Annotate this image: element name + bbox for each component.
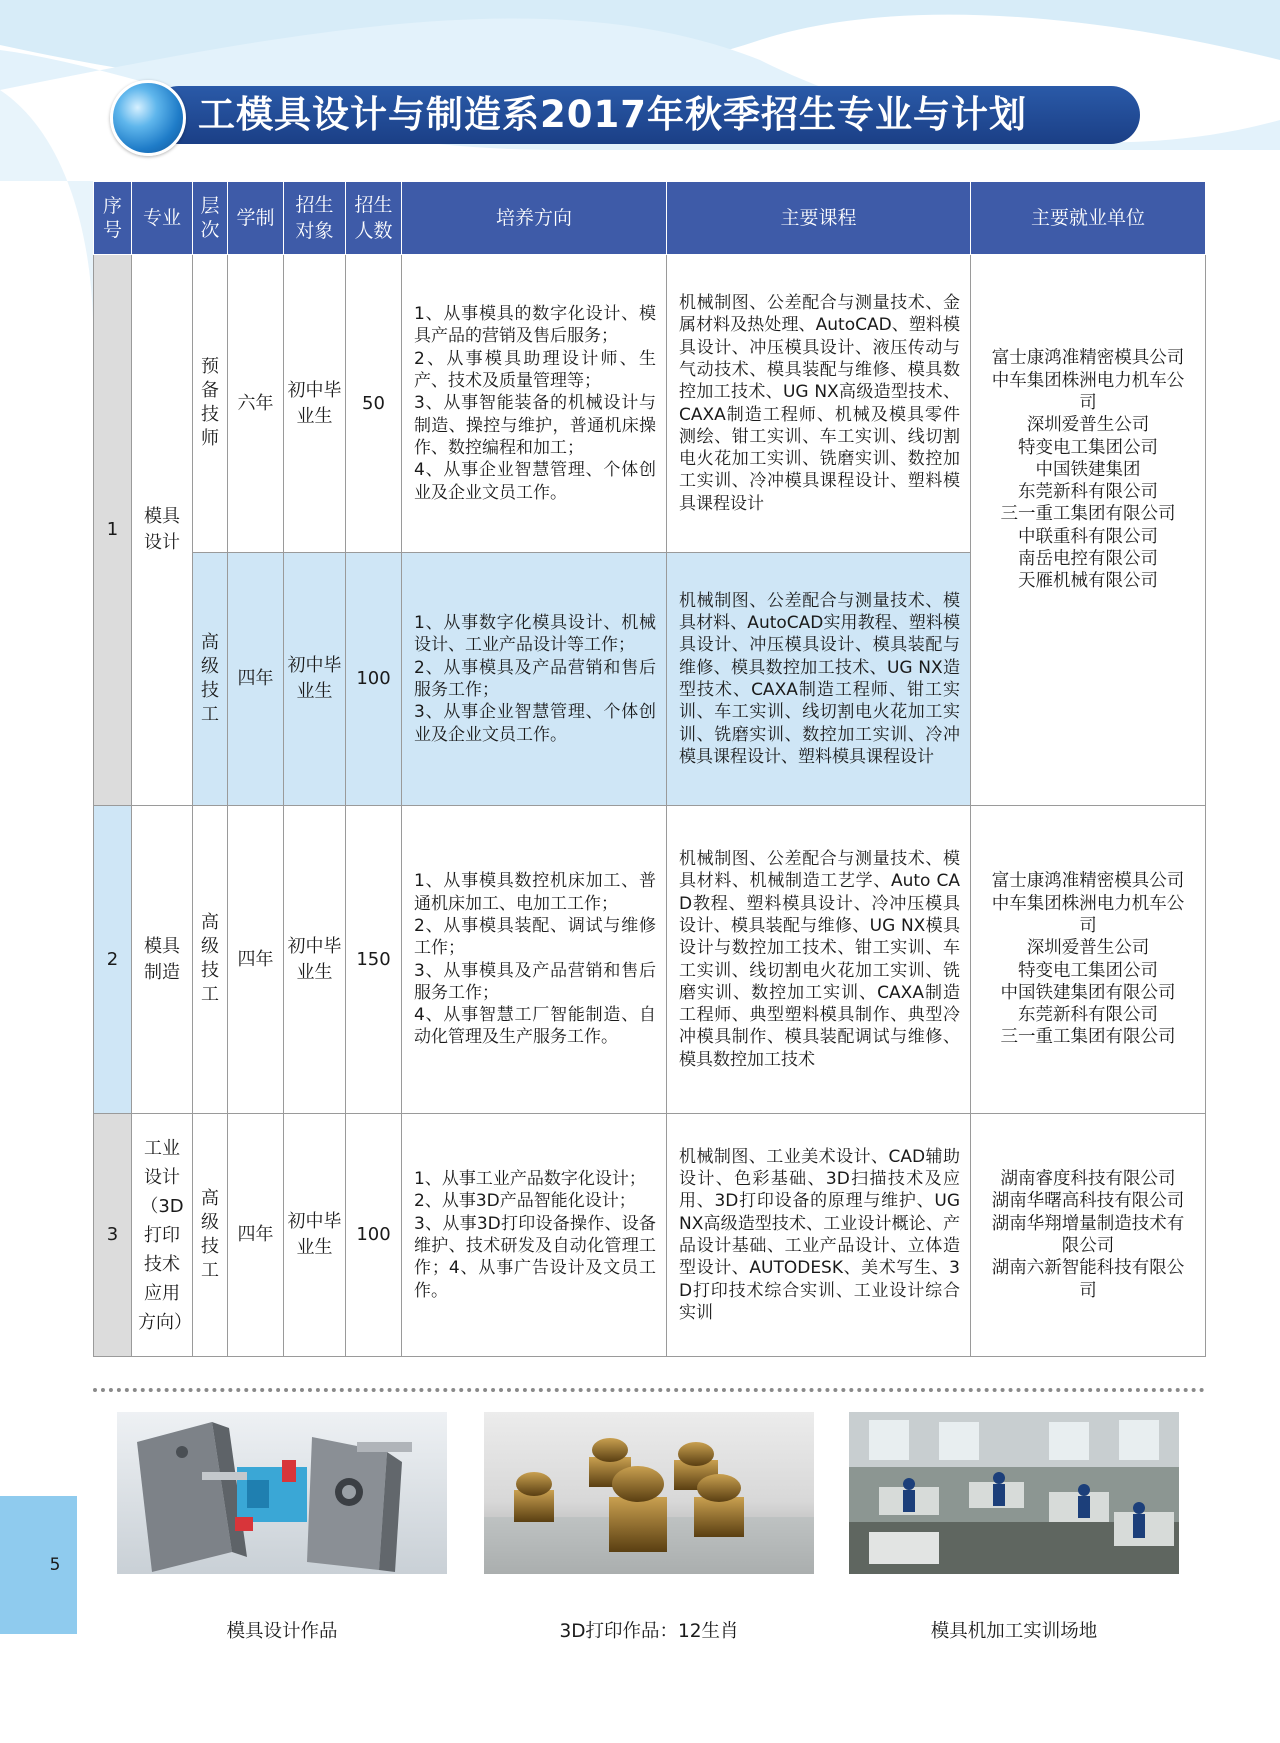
table-row [94, 806, 1206, 1114]
row-years-cell: 四年 [228, 806, 284, 1114]
row-count-cell: 50 [346, 255, 402, 553]
row-major-cell: 模具设计 [132, 255, 193, 806]
row-level-cell: 预备技师 [193, 255, 228, 553]
row-count-cell: 100 [346, 1114, 402, 1357]
row-courses-cell: 机械制图、公差配合与测量技术、模具材料、AutoCAD实用教程、塑料模具设计、冲压模具设计、模具装配与维修、模具数控加工技术、UG NX造型技术、CAXA制造工程师、钳工实训、车工实训、线切割电火花加工实训、铣磨实训、数控加工实训、冷冲模具课程设计、塑料模具课程设计 [667, 553, 971, 806]
mold-design-photo [117, 1412, 447, 1574]
page-number: 5 [49, 1555, 61, 1575]
row-employers-cell: 富士康鸿准精密模具公司 中车集团株洲电力机车公司 深圳爱普生公司 特变电工集团公司 中国铁建集团 东莞新科有限公司 三一重工集团有限公司 中联重科有限公司 南岳电控有限公司 天雁机械有限公司 [971, 255, 1206, 806]
row-major-cell: 工业设计（3D打印技术应用方向） [132, 1114, 193, 1357]
header-cell-count: 招生人数 [346, 182, 402, 255]
row-direction-cell: 1、从事工业产品数字化设计； 2、从事3D产品智能化设计； 3、从事3D打印设备操作、设备维护、技术研发及自动化管理工作；4、从事广告设计及文员工作。 [402, 1114, 667, 1357]
header-cell-years: 学制 [228, 182, 284, 255]
zodiac-3d-print-photo [484, 1412, 814, 1574]
row-direction-cell: 1、从事数字化模具设计、机械设计、工业产品设计等工作； 2、从事模具及产品营销和售后服务工作； 3、从事企业智慧管理、个体创业及企业文员工作。 [402, 553, 667, 806]
row-employers-cell: 富士康鸿准精密模具公司 中车集团株洲电力机车公司 深圳爱普生公司 特变电工集团公司 中国铁建集团有限公司 东莞新科有限公司 三一重工集团有限公司 [971, 806, 1206, 1114]
row-count-cell: 150 [346, 806, 402, 1114]
enrollment-plan-table [93, 181, 1206, 1357]
title-banner [110, 86, 1140, 144]
row-employers-cell: 湖南睿度科技有限公司 湖南华曙高科技有限公司 湖南华翔增量制造技术有限公司 湖南六新智能科技有限公司 [971, 1114, 1206, 1357]
header-cell-employers: 主要就业单位 [971, 182, 1206, 255]
header-cell-courses: 主要课程 [667, 182, 971, 255]
row-target-cell: 初中毕业生 [284, 553, 346, 806]
row-courses-cell: 机械制图、公差配合与测量技术、模具材料、机械制造工艺学、Auto CAD教程、塑料模具设计、冷冲压模具设计、模具装配与维修、UG NX模具设计与数控加工技术、钳工实训、车工实训、线切割电火花加工实训、铣磨实训、数控加工实训、CAXA制造工程师、典型塑料模具制作、典型冷冲模具制作、模具装配调试与维修、模具数控加工技术 [667, 806, 971, 1114]
header-cell-target: 招生对象 [284, 182, 346, 255]
row-target-cell: 初中毕业生 [284, 1114, 346, 1357]
row-years-cell: 四年 [228, 1114, 284, 1357]
photo-caption: 模具设计作品 [226, 1621, 338, 1642]
row-no-cell: 2 [94, 806, 132, 1114]
row-target-cell: 初中毕业生 [284, 255, 346, 553]
header-cell-major: 专业 [132, 182, 193, 255]
row-major-cell: 模具制造 [132, 806, 193, 1114]
header-cell-direction: 培养方向 [402, 182, 667, 255]
row-years-cell: 六年 [228, 255, 284, 553]
header-cell-no: 序号 [94, 182, 132, 255]
row-count-cell: 100 [346, 553, 402, 806]
row-years-cell: 四年 [228, 553, 284, 806]
table-row [94, 255, 1206, 553]
row-level-cell: 高级技工 [193, 553, 228, 806]
row-no-cell: 1 [94, 255, 132, 806]
row-direction-cell: 1、从事模具的数字化设计、模具产品的营销及售后服务； 2、从事模具助理设计师、生产、技术及质量管理等； 3、从事智能装备的机械设计与制造、操控与维护，普通机床操作、数控编程和加工； 4、从事企业智慧管理、个体创业及企业文员工作。 [402, 255, 667, 553]
header-cell-level: 层次 [193, 182, 228, 255]
photo-caption: 3D打印作品：12生肖 [559, 1621, 739, 1642]
row-courses-cell: 机械制图、工业美术设计、CAD辅助设计、色彩基础、3D扫描技术及应用、3D打印设备的原理与维护、UG NX高级造型技术、工业设计概论、产品设计基础、工业产品设计、立体造型设计、AUTODESK、美术写生、3D打印技术综合实训、工业设计综合实训 [667, 1114, 971, 1357]
machining-workshop-photo [849, 1412, 1179, 1574]
table-header-row [94, 182, 1206, 255]
row-courses-cell: 机械制图、公差配合与测量技术、金属材料及热处理、AutoCAD、塑料模具设计、冲压模具设计、液压传动与气动技术、模具装配与维修、模具数控加工技术、UG NX高级造型技术、CAXA制造工程师、机械及模具零件测绘、钳工实训、车工实训、线切割电火花加工实训、铣磨实训、数控加工实训、冷冲模具课程设计、塑料模具课程设计 [667, 255, 971, 553]
globe-orb-icon [110, 80, 186, 156]
row-level-cell: 高级技工 [193, 1114, 228, 1357]
row-level-cell: 高级技工 [193, 806, 228, 1114]
dotted-divider [93, 1388, 1205, 1392]
table-row [94, 1114, 1206, 1357]
page-title: 工模具设计与制造系2017年秋季招生专业与计划 [198, 93, 1027, 136]
row-direction-cell: 1、从事模具数控机床加工、普通机床加工、电加工工作； 2、从事模具装配、调试与维修工作； 3、从事模具及产品营销和售后服务工作； 4、从事智慧工厂智能制造、自动化管理及生产服务工作。 [402, 806, 667, 1114]
row-no-cell: 3 [94, 1114, 132, 1357]
row-target-cell: 初中毕业生 [284, 806, 346, 1114]
photo-caption: 模具机加工实训场地 [930, 1621, 1098, 1642]
